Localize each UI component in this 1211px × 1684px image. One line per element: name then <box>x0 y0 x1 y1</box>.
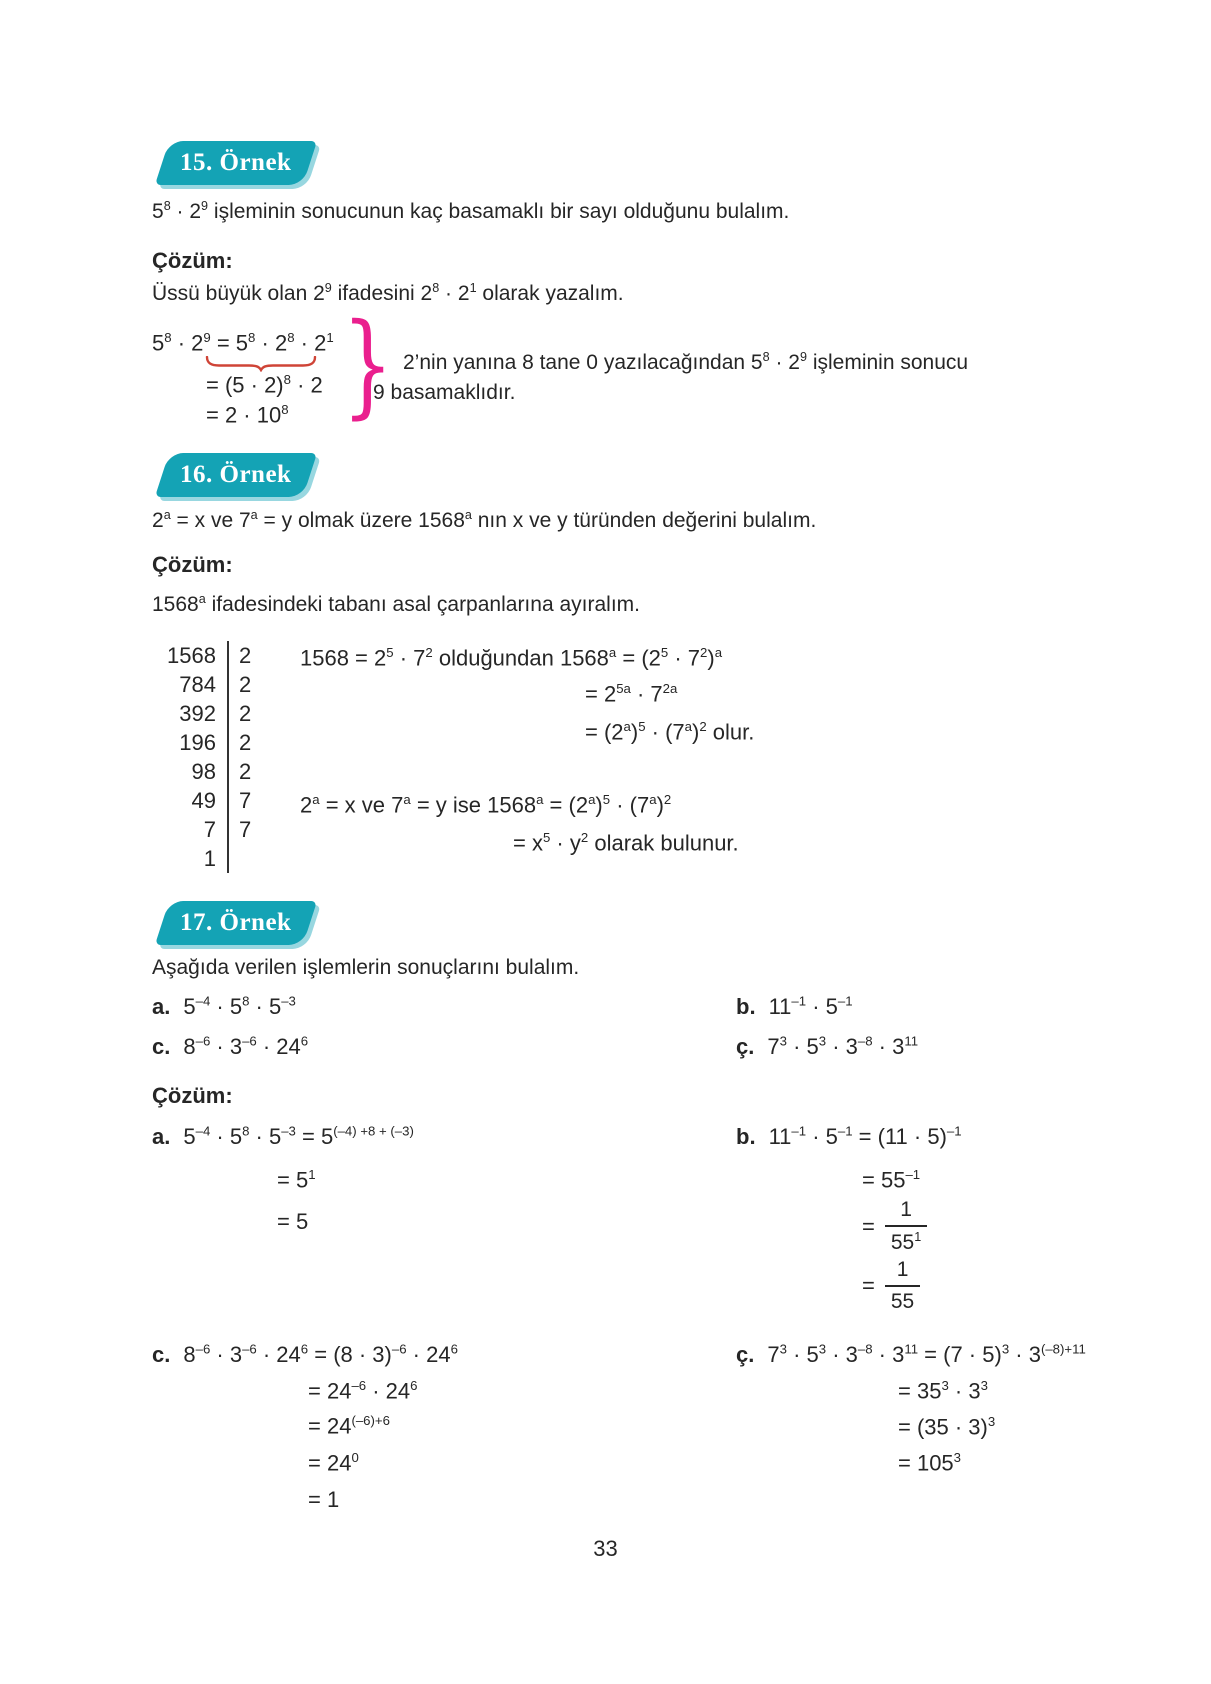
dividend: 1 <box>203 846 216 871</box>
solution-b-fraction <box>862 1198 927 1255</box>
example-15-note-line: 2’nin yanına 8 tane 0 yazılacağından $5^8 \cdot 2^9$ işleminin sonucu <box>403 350 969 374</box>
dividend: 392 <box>179 701 216 726</box>
dividend: 7 <box>203 817 216 842</box>
solution-a-line: = $5^1$ <box>277 1167 316 1193</box>
equation-line: = $2 \cdot 10^8$ <box>206 402 289 428</box>
equation-line: $5^{-4} \cdot 5^8 \cdot 5^{-3} = 5^{(-4) +8 + (-3)}$ <box>183 1124 414 1150</box>
equation-line: $1568 = 2^5 \cdot 7^2$ olduğundan $1568^a = (2^5 \cdot 7^2)^a$ <box>300 645 723 671</box>
equation-line: $7^3 \cdot 5^3 \cdot 3^{-8} \cdot 3^{11} = (7 \cdot 5)^3 \cdot 3^{(-8)+11}$ <box>767 1342 1086 1368</box>
dividend: 49 <box>191 788 216 813</box>
solution-c-line: = $24^0$ <box>308 1450 359 1476</box>
dividend: 1568 <box>167 643 216 668</box>
item-label: a. <box>152 994 171 1020</box>
fraction-bar <box>885 1225 927 1227</box>
equation-line: = $(2^a)^5 \cdot (7^a)^2$ olur. <box>585 719 755 745</box>
equation-line: $8^{-6} \cdot 3^{-6} \cdot 24^6 = (8 \cdot 3)^{-6} \cdot 24^6$ <box>183 1342 458 1368</box>
numerator: 1 <box>896 1258 909 1281</box>
solution-c-line: = $24^{(-6)+6}$ <box>308 1413 390 1439</box>
equation-line: $2^a = x$ ve $7^a = y$ ise $1568^a = (2^a)^5 \cdot (7^a)^2$ <box>300 792 672 818</box>
equals-sign: = <box>862 1213 875 1239</box>
problem-item-b <box>736 994 853 1020</box>
divisor: 2 <box>227 699 261 728</box>
problem-item-a <box>152 994 296 1020</box>
item-label: ç. <box>736 1034 755 1060</box>
item-expression: $8^{-6} \cdot 3^{-6} \cdot 24^6$ <box>183 1034 309 1060</box>
table-row <box>150 699 261 728</box>
example-16-problem: $2^a = x$ ve $7^a = y$ olmak üzere 1568$^a$ nın x ve y türünden değerini bulalım. <box>152 508 817 532</box>
table-row <box>150 670 261 699</box>
table-row <box>150 786 261 815</box>
equation-line: $5^8 \cdot 2^9 = 5^8 \cdot 2^8 \cdot 2^1$ <box>152 330 334 356</box>
solution-a-line: = 5 <box>277 1209 309 1234</box>
example-15-note-line: 9 basamaklıdır. <box>373 381 516 404</box>
problem-item-cc <box>736 1034 918 1060</box>
example-15-solution-heading: Çözüm: <box>152 248 233 273</box>
solution-c-line: = 1 <box>308 1487 340 1512</box>
solution-cc-line: = $(35 \cdot 3)^3$ <box>898 1414 996 1440</box>
fraction-bar <box>885 1285 920 1287</box>
equation-line: = $2^{5a} \cdot 7^{2a}$ <box>585 681 678 707</box>
solution-cc-line: = $105^3$ <box>898 1450 962 1476</box>
example-15-problem: $5^8 \cdot 2^9$ işleminin sonucunun kaç basamaklı bir sayı olduğunu bulalım. <box>152 199 790 223</box>
example-badge-16 <box>155 453 317 497</box>
dividend: 784 <box>179 672 216 697</box>
denominator: 55 <box>890 1290 915 1313</box>
example-badge-16-label: 16. Örnek <box>180 461 292 488</box>
dividend: 98 <box>191 759 216 784</box>
solution-c-line <box>152 1342 458 1368</box>
solution-c-line: = $24^{-6} \cdot 24^6$ <box>308 1378 418 1404</box>
solution-b-line: = $55^{-1}$ <box>862 1167 921 1193</box>
divisor: 2 <box>227 757 261 786</box>
fraction <box>885 1258 920 1314</box>
solution-b-fraction <box>862 1258 920 1314</box>
solution-a-line <box>152 1124 414 1150</box>
item-label: c. <box>152 1034 171 1060</box>
example-badge-15-label: 15. Örnek <box>180 149 292 176</box>
example-17-solution-heading: Çözüm: <box>152 1083 233 1108</box>
divisor <box>227 844 261 873</box>
page-number: 33 <box>593 1536 618 1561</box>
example-badge-15 <box>155 141 317 185</box>
table-row <box>150 641 261 670</box>
item-label: ç. <box>736 1342 755 1368</box>
divisor: 7 <box>227 815 261 844</box>
numerator: 1 <box>900 1198 912 1221</box>
denominator: $55^1$ <box>890 1230 922 1254</box>
divisor: 7 <box>227 786 261 815</box>
equation-line: = $(5 \cdot 2)^8 \cdot 2$ <box>206 372 323 398</box>
item-expression: $7^3 \cdot 5^3 \cdot 3^{-8} \cdot 3^{11}$ <box>767 1034 919 1060</box>
divisor: 2 <box>227 728 261 757</box>
solution-cc-line: = $35^3 \cdot 3^3$ <box>898 1378 988 1404</box>
example-17-intro: Aşağıda verilen işlemlerin sonuçlarını bulalım. <box>152 956 580 979</box>
table-row <box>150 728 261 757</box>
solution-cc-line <box>736 1342 1086 1368</box>
example-15-intro: Üssü büyük olan $2^9$ ifadesini $2^8 \cdot 2^1$ olarak yazalım. <box>152 281 624 305</box>
example-16-solution-heading: Çözüm: <box>152 552 233 577</box>
dividend: 196 <box>179 730 216 755</box>
example-badge-17-label: 17. Örnek <box>180 909 292 936</box>
equation-line: = $x^5 \cdot y^2$ olarak bulunur. <box>513 830 739 856</box>
table-row <box>150 844 261 873</box>
solution-b-line <box>736 1124 962 1150</box>
table-row <box>150 815 261 844</box>
item-expression: $5^{-4} \cdot 5^8 \cdot 5^{-3}$ <box>183 994 296 1020</box>
item-label: b. <box>736 1124 756 1150</box>
problem-item-c <box>152 1034 308 1060</box>
example-badge-17 <box>155 901 317 945</box>
fraction <box>885 1198 927 1255</box>
divisor: 2 <box>227 670 261 699</box>
equation-line: $11^{-1} \cdot 5^{-1} = (11 \cdot 5)^{-1}$ <box>768 1124 962 1150</box>
equals-sign: = <box>862 1273 875 1298</box>
divisor: 2 <box>227 641 261 670</box>
prime-factorization-table <box>150 641 261 873</box>
item-label: c. <box>152 1342 171 1368</box>
table-row <box>150 757 261 786</box>
item-label: b. <box>736 994 756 1020</box>
item-label: a. <box>152 1124 171 1150</box>
item-expression: $11^{-1} \cdot 5^{-1}$ <box>768 994 853 1020</box>
brace-icon: } <box>342 300 394 430</box>
example-16-intro: 1568$^a$ ifadesindeki tabanı asal çarpanlarına ayıralım. <box>152 592 640 616</box>
